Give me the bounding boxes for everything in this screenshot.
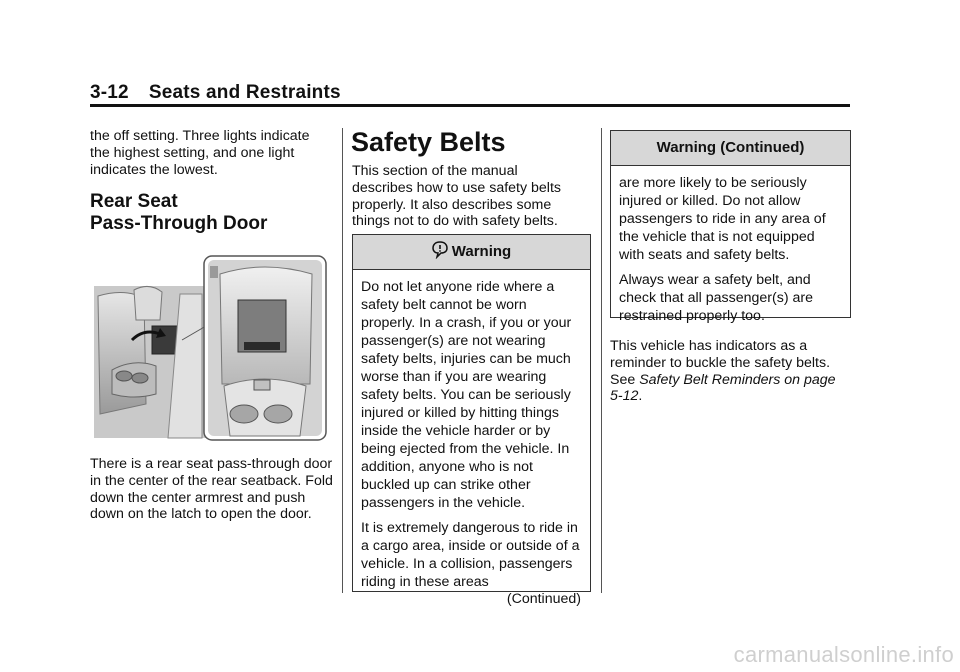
period: . <box>638 388 643 405</box>
cupholder <box>116 371 132 381</box>
warning-continued-box <box>610 130 851 324</box>
column-divider <box>342 128 343 593</box>
section-title: Seats and Restraints <box>148 82 341 103</box>
warning-body <box>353 270 590 608</box>
cross-reference-link[interactable]: Safety Belt Reminders on page 5-12 <box>610 371 836 405</box>
warning-speech-icon <box>432 241 448 259</box>
continued-label: (Continued) <box>506 591 581 607</box>
warning-title: Warning <box>451 243 512 260</box>
warning-paragraph: Do not let anyone ride where a safety belt cannot be worn properly. In a crash, if you or your passenger(s) are not wearing safety belts, injuries can be much worse than if you are wearing safety belts. You can be seriously injured or killed by hitting things inside the vehicle harder or by being ejected from the vehicle. In addition, anyone who is not buckled up can strike other passengers in the vehicle. <box>361 279 572 511</box>
safety-belts-intro: This section of the manual describes how to use safety belts properly. It also describes some things not to do with safety belts. <box>352 163 561 230</box>
page-number: 3-12 <box>90 82 129 103</box>
section-heading-line2: Pass-Through Door <box>90 213 268 234</box>
indicator-paragraph <box>610 338 850 405</box>
inset-cupholder <box>230 405 258 423</box>
headrest <box>134 286 162 320</box>
header-rule <box>90 104 850 107</box>
intro-paragraph: the off setting. Three lights indicate the highest setting, and one light indicates the lowest. <box>90 128 310 178</box>
page-header <box>90 82 341 104</box>
inset-cupholder <box>264 405 292 423</box>
seatbelt-clip <box>210 266 218 278</box>
warning-continued-body <box>611 166 850 325</box>
cupholder <box>132 373 148 383</box>
pass-through-door-illustration <box>94 254 330 442</box>
warning-paragraph: It is extremely dangerous to ride in a cargo area, inside or outside of a vehicle. In a collision, passengers riding in these areas <box>361 520 580 590</box>
latch-button <box>254 380 270 390</box>
latch <box>244 342 280 350</box>
warning-continued-header: Warning (Continued) <box>611 131 850 166</box>
warning-paragraph: Always wear a safety belt, and check that all passenger(s) are restrained properly too. <box>619 272 813 324</box>
pass-through-description: There is a rear seat pass-through door in the center of the rear seatback. Fold down the center armrest and push down on the latch to open the door. <box>90 456 333 523</box>
safety-belts-heading: Safety Belts <box>351 127 506 157</box>
warning-header <box>353 235 590 270</box>
indicator-text: This vehicle has indicators as a reminder to buckle the safety belts. See <box>610 338 831 388</box>
warning-box <box>352 234 591 607</box>
column-divider <box>601 128 602 593</box>
watermark: carmanualsonline.info <box>733 642 954 667</box>
warning-paragraph: are more likely to be seriously injured or killed. Do not allow passengers to ride in any area of the vehicle that is not equipped with seats and safety belts. <box>619 175 826 263</box>
section-heading-line1: Rear Seat <box>90 191 178 212</box>
